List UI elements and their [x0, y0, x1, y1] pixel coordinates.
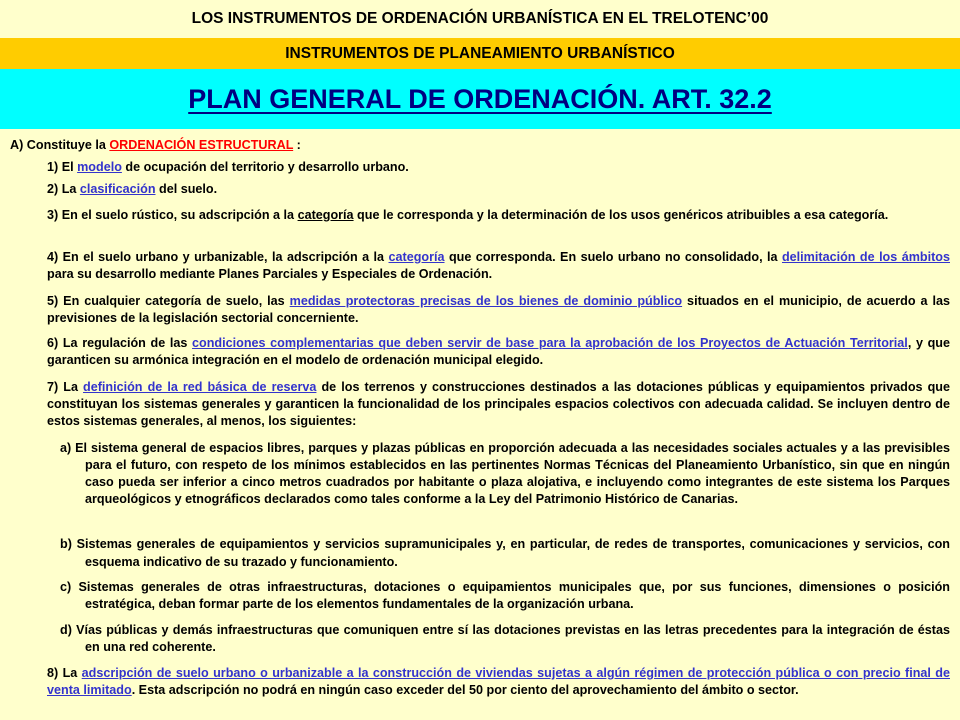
- section-header: [0, 38, 960, 69]
- item-7a: a) El sistema general de espacios libres, parques y plazas públicas en proporción adecuada a las necesidades sociales actuales y a las previsibles para el futuro, con respeto de los mínimos establecidos en las pertinentes Normas Técnicas del Planeamiento Urbanístico, sin que en ningún caso pueda ser inferior a cinco metros cuadrados por habitante o plaza alojativa, e incluyendo como integrantes de este sistema los Parques arqueológicos y etnográficos declarados como tales conforme a la Ley del Patrimonio Histórico de Canarias.: [60, 441, 950, 506]
- adscripcion-vivienda-link[interactable]: adscripción de suelo urbano o urbanizable a la construcción de viviendas sujetas a algún régimen de protección pública o con precio final de venta limitado: [47, 666, 950, 697]
- ordenacion-estructural-link[interactable]: ORDENACIÓN ESTRUCTURAL: [109, 138, 294, 152]
- item-5: 5) En cualquier categoría de suelo, las medidas protectoras precisas de los bienes de dominio público situados en el municipio, de acuerdo a las previsiones de la legislación sectorial concerniente.: [47, 294, 950, 325]
- item-3: 3) En el suelo rústico, su adscripción a la categoría que le corresponda y la determinación de los usos genéricos atribuibles a esa categoría.: [47, 208, 889, 222]
- condiciones-complementarias-link[interactable]: condiciones complementarias que deben servir de base para la aprobación de los Proyectos de Actuación Territorial: [192, 336, 908, 350]
- item-8: 8) La adscripción de suelo urbano o urbanizable a la construcción de viviendas sujetas a algún régimen de protección pública o con precio final de venta limitado. Esta adscripción no podrá en ningún caso exceder del 50 por ciento del aprovechamiento del ámbito o sector.: [47, 666, 950, 697]
- clasificacion-link[interactable]: clasificación: [79, 182, 156, 196]
- item-1: 1) El modelo de ocupación del territorio y desarrollo urbano.: [47, 160, 409, 174]
- item-7c: c) Sistemas generales de otras infraestructuras, dotaciones o equipamientos municipales que, por sus funciones, dimensiones o posición estratégica, deban formar parte de los elementos fundamentales de la organización urbana.: [60, 580, 950, 611]
- slide-body: [0, 129, 960, 720]
- course-title: LOS INSTRUMENTOS DE ORDENACIÓN URBANÍSTICA EN EL TRELOTENC’00: [191, 10, 769, 27]
- modelo-link[interactable]: modelo: [77, 160, 122, 174]
- slide-title: PLAN GENERAL DE ORDENACIÓN. ART. 32.2: [188, 83, 772, 114]
- item-7d: d) Vías públicas y demás infraestructuras que comuniquen entre sí las dotaciones previstas en las letras precedentes para la integración de éstas en una red coherente.: [60, 623, 950, 654]
- slide-title-banner: [0, 69, 960, 129]
- categoria-term: categoría: [297, 208, 354, 222]
- item-7: 7) La definición de la red básica de reserva de los terrenos y construcciones destinados a las dotaciones públicas y equipamientos privados que constituyan los sistemas generales y garanticen la funcionalidad de los principales espacios colectivos con adecuada calidad. Se incluyen dentro de estos sistemas generales, al menos, los siguientes:: [47, 380, 950, 428]
- medidas-protectoras-link[interactable]: medidas protectoras precisas de los bienes de dominio público: [289, 294, 683, 308]
- intro-line: A) Constituye la ORDENACIÓN ESTRUCTURAL :: [10, 138, 301, 152]
- categoria-link[interactable]: categoría: [388, 250, 445, 264]
- item-2: 2) La clasificación del suelo.: [47, 182, 218, 196]
- item-6: 6) La regulación de las condiciones complementarias que deben servir de base para la aprobación de los Proyectos de Actuación Territorial, y que garanticen su armónica integración en el modelo de ordenación municipal elegido.: [47, 336, 951, 367]
- section-title: INSTRUMENTOS DE PLANEAMIENTO URBANÍSTICO: [285, 44, 675, 62]
- course-header: [0, 0, 960, 38]
- item-4: 4) En el suelo urbano y urbanizable, la adscripción a la categoría que corresponda. En suelo urbano no consolidado, la delimitación de los ámbitos para su desarrollo mediante Planes Parciales y Especiales de Ordenación.: [47, 250, 950, 281]
- delimitacion-ambitos-link[interactable]: delimitación de los ámbitos: [781, 250, 950, 264]
- red-basica-reserva-link[interactable]: definición de la red básica de reserva: [83, 380, 317, 394]
- item-7b: b) Sistemas generales de equipamientos y servicios supramunicipales y, en particular, de redes de transportes, comunicaciones y servicios, con esquema indicativo de su trazado y funcionamiento.: [60, 537, 950, 569]
